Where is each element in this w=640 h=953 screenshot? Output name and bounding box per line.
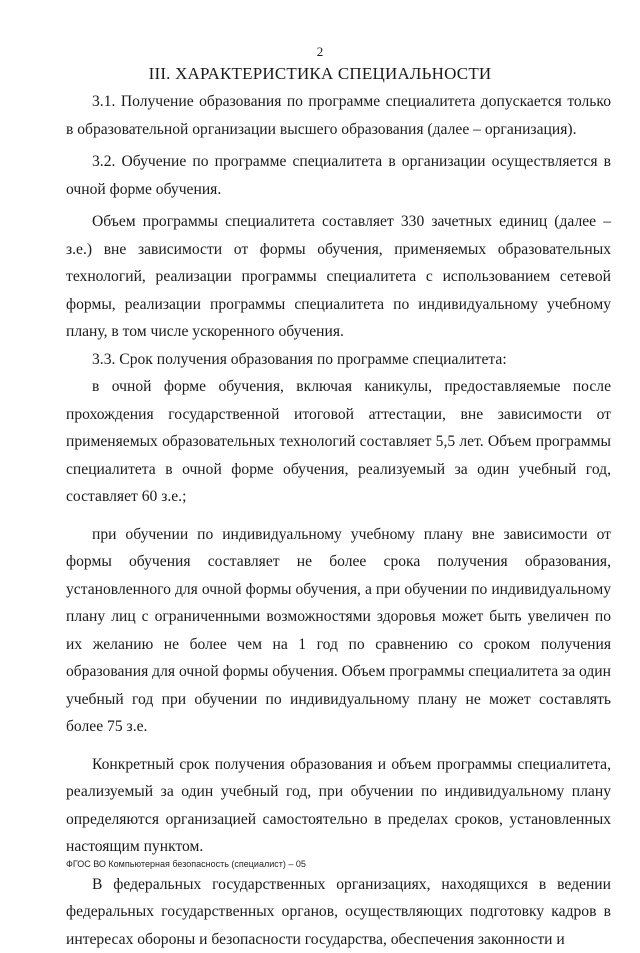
page-number: 2 <box>0 44 640 60</box>
paragraph-federal-organizations: В федеральных государственных организациях, находящихся в ведении федеральных государственных органов, осуществляющих подготовку кадров в интересах обороны и безопасности государства, обеспечения законности и <box>66 871 611 953</box>
paragraph-3-2: 3.2. Обучение по программе специалитета в организации осуществляется в очной форме обучения. <box>66 148 611 203</box>
paragraph-3-3: 3.3. Срок получения образования по программе специалитета: <box>66 346 611 374</box>
section-heading: III. ХАРАКТЕРИСТИКА СПЕЦИАЛЬНОСТИ <box>0 64 640 84</box>
paragraph-specific-term: Конкретный срок получения образования и объем программы специалитета, реализуемый за один учебный год, при обучении по индивидуальному плану определяются организацией самостоятельно в пределах сроков, установленных настоящим пунктом. <box>66 751 611 861</box>
paragraph-program-volume: Объем программы специалитета составляет 330 зачетных единиц (далее – з.е.) вне зависимости от формы обучения, применяемых образовательных технологий, реализации программы специалитета с использованием сетевой формы, реализации программы специалитета по индивидуальному учебному плану, в том числе ускоренного обучения. <box>66 208 611 346</box>
paragraph-3-1: 3.1. Получение образования по программе специалитета допускается только в образовательной организации высшего образования (далее – организация). <box>66 88 611 143</box>
page-footer: ФГОС ВО Компьютерная безопасность (специалист) – 05 <box>66 859 306 869</box>
paragraph-individual-plan: при обучении по индивидуальному учебному плану вне зависимости от формы обучения составляет не более срока получения образования, установленного для очной формы обучения, а при обучении по индивидуальному плану лиц с ограниченными возможностями здоровья может быть увеличен по их желанию не более чем на 1 год по сравнению со сроком получения образования для очной формы обучения. Объем программы специалитета за один учебный год при обучении по индивидуальному плану не может составлять более 75 з.е. <box>66 521 611 741</box>
body-text <box>66 88 611 953</box>
paragraph-full-time: в очной форме обучения, включая каникулы, предоставляемые после прохождения государственной итоговой аттестации, вне зависимости от применяемых образовательных технологий составляет 5,5 лет. Объем программы специалитета в очной форме обучения, реализуемый за один учебный год, составляет 60 з.е.; <box>66 373 611 511</box>
